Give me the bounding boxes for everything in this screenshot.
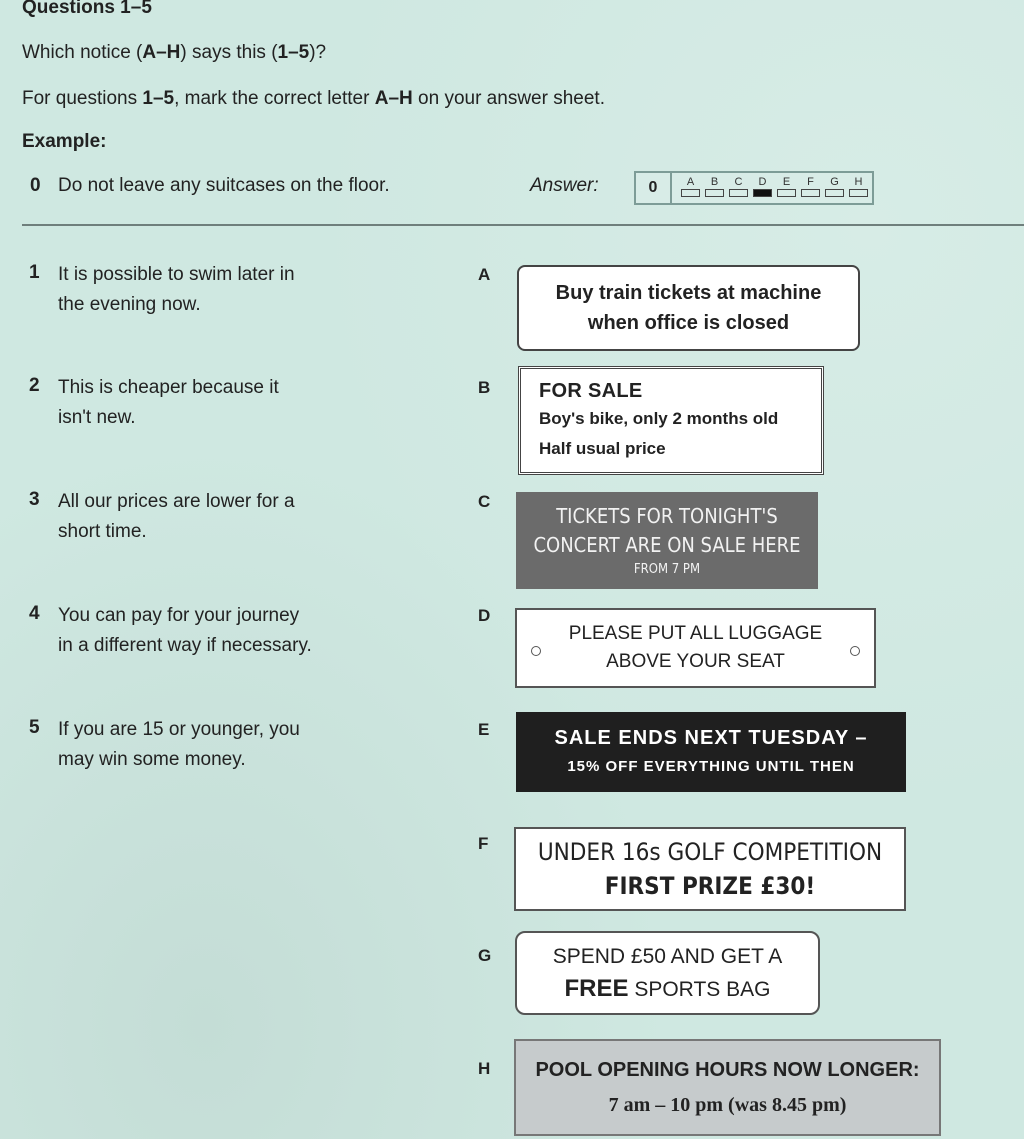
question-line: You can pay for your journey — [58, 605, 300, 626]
answer-option-letter: B — [710, 176, 719, 188]
notice-d — [515, 608, 876, 688]
question-number: 1 — [29, 262, 40, 283]
notice-letter: H — [478, 1059, 491, 1078]
notice-b — [518, 366, 824, 475]
question-number: 3 — [29, 489, 40, 510]
notice-b-line3: Half usual price — [539, 438, 666, 458]
example-answer-box — [634, 171, 874, 205]
answer-option-b — [704, 176, 725, 197]
answer-option-box — [681, 189, 700, 197]
question-line: It is possible to swim later in — [58, 264, 295, 285]
instruction-line-2 — [22, 88, 605, 110]
instruction-line-1 — [22, 42, 326, 64]
answer-option-letter: G — [830, 176, 839, 188]
divider — [22, 224, 1024, 226]
example-text: Do not leave any suitcases on the floor. — [58, 175, 390, 196]
question-line: All our prices are lower for a — [58, 491, 295, 512]
screw-icon — [850, 646, 860, 656]
notice-c — [516, 492, 818, 589]
instr1-text-c: )? — [309, 42, 327, 63]
answer-letter-grid — [680, 176, 869, 197]
question-line: isn't new. — [58, 407, 136, 428]
question-text — [58, 487, 388, 547]
notice-g-free: FREE — [564, 974, 629, 1002]
answer-option-box — [705, 189, 724, 197]
notice-d-line2: ABOVE YOUR SEAT — [606, 651, 785, 672]
notice-g-rest: SPORTS BAG — [628, 977, 771, 1001]
notice-f-line2: FIRST PRIZE £30! — [604, 872, 816, 900]
notice-c-line3: FROM 7 PM — [633, 561, 701, 577]
answer-option-h — [848, 176, 869, 197]
instr2-bold-a: 1–5 — [142, 88, 175, 109]
notice-letter: A — [478, 265, 491, 284]
answer-option-box — [729, 189, 748, 197]
answer-option-box — [753, 189, 772, 197]
question-text — [58, 373, 388, 433]
example-label: Example: — [22, 131, 107, 152]
notice-h-line2: 7 am – 10 pm (was 8.45 pm) — [608, 1093, 847, 1116]
notice-c-line1: TICKETS FOR TONIGHT'S — [556, 503, 778, 528]
answer-option-letter: E — [782, 176, 791, 188]
example-number: 0 — [30, 175, 41, 196]
notice-g-line2 — [564, 973, 770, 1006]
question-text — [58, 260, 388, 320]
instr1-bold-a: A–H — [142, 42, 181, 63]
notice-e-line1: SALE ENDS NEXT TUESDAY – — [554, 727, 868, 749]
notice-h-line1: POOL OPENING HOURS NOW LONGER: — [535, 1058, 920, 1081]
answer-option-c — [728, 176, 749, 197]
question-line: in a different way if necessary. — [58, 635, 312, 656]
question-number: 4 — [29, 603, 40, 624]
answer-option-e — [776, 176, 797, 197]
instr2-text-b: , mark the correct letter — [174, 88, 375, 109]
answer-option-a — [680, 176, 701, 197]
notice-b-line1: FOR SALE — [539, 379, 643, 402]
notice-f-line1: UNDER 16s GOLF COMPETITION — [537, 838, 883, 866]
answer-option-box — [801, 189, 820, 197]
notice-letter: D — [478, 606, 491, 625]
question-number: 5 — [29, 717, 40, 738]
answer-option-letter: H — [854, 176, 863, 188]
question-number: 2 — [29, 375, 40, 396]
answer-option-letter: F — [807, 176, 814, 188]
answer-option-letter: D — [758, 176, 767, 188]
notice-g-line1: SPEND £50 AND GET A — [552, 944, 783, 968]
notice-letter: G — [478, 946, 492, 965]
answer-box-number: 0 — [636, 173, 672, 203]
answer-option-box — [849, 189, 868, 197]
answer-option-letter: C — [734, 176, 743, 188]
question-line: If you are 15 or younger, you — [58, 719, 300, 740]
section-heading: Questions 1–5 — [22, 0, 152, 18]
notice-d-line1: PLEASE PUT ALL LUGGAGE — [568, 623, 823, 644]
notice-c-line2: CONCERT ARE ON SALE HERE — [533, 532, 801, 557]
question-text — [58, 715, 388, 775]
notice-a-line1: Buy train tickets at machine — [555, 282, 822, 304]
instr1-bold-b: 1–5 — [277, 42, 310, 63]
question-text — [58, 601, 388, 661]
question-line: may win some money. — [58, 749, 246, 770]
notice-g — [515, 931, 820, 1015]
notice-b-line2: Boy's bike, only 2 months old — [539, 408, 779, 428]
question-line: short time. — [58, 521, 147, 542]
instr2-text-a: For questions — [22, 88, 143, 109]
answer-option-f — [800, 176, 821, 197]
notice-h — [514, 1039, 941, 1136]
screw-icon — [531, 646, 541, 656]
example-answer-label: Answer: — [530, 175, 599, 196]
notice-letter: F — [478, 834, 489, 853]
notice-f — [514, 827, 906, 911]
notice-a-line2: when office is closed — [587, 312, 790, 334]
notice-letter: B — [478, 378, 491, 397]
instr1-text-b: ) says this ( — [180, 42, 278, 63]
instr1-text-a: Which notice ( — [22, 42, 143, 63]
notice-a — [517, 265, 860, 351]
instr2-bold-b: A–H — [374, 88, 413, 109]
question-line: This is cheaper because it — [58, 377, 279, 398]
answer-option-g — [824, 176, 845, 197]
notice-letter: C — [478, 492, 491, 511]
notice-e — [516, 712, 906, 792]
answer-option-letter: A — [686, 176, 695, 188]
answer-option-d — [752, 176, 773, 197]
instr2-text-c: on your answer sheet. — [412, 88, 605, 109]
notice-e-line2: 15% OFF EVERYTHING UNTIL THEN — [567, 758, 855, 775]
answer-option-box — [825, 189, 844, 197]
answer-option-box — [777, 189, 796, 197]
question-line: the evening now. — [58, 294, 201, 315]
notice-letter: E — [478, 720, 490, 739]
